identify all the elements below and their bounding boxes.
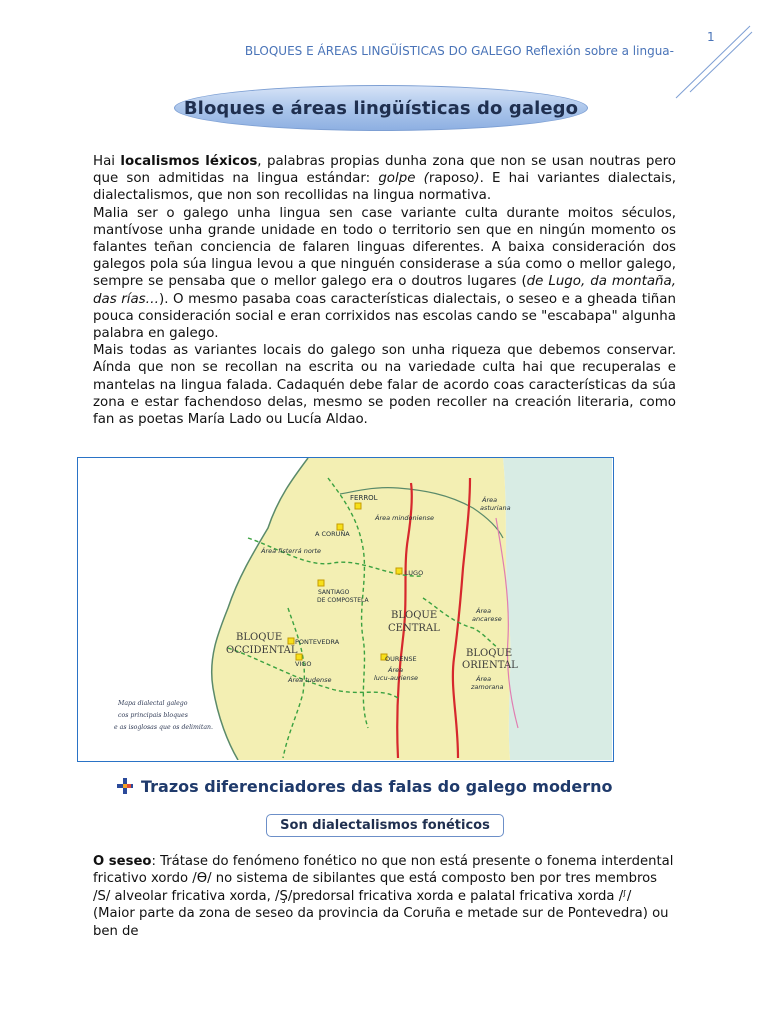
running-subtitle: Reflexión sobre a lingua- — [525, 44, 674, 58]
subsection-title: Son dialectalismos fonéticos — [280, 818, 490, 833]
town-marker-lugo — [396, 568, 402, 574]
seseo-definition: : Trátase do fenómeno fonético no que non está presente o fonema interdental fricativo xordo /Ө/ no sistema de sibilantes que está composto ben por tres membros /S/ alveolar fricativa xorda, /Ş/predorsal fricativa xorda e palatal fricativa xorda /ᶴ/ (Maior parte da zona de seseo da provincia da Coruña e metade sur de Pontevedra) ou ben de — [93, 854, 674, 939]
label-area-tudense: Área tudense — [288, 676, 332, 684]
label-bloque-oriental-2: ORIENTAL — [462, 660, 518, 671]
label-area-zamorana-2: zamorana — [471, 683, 504, 691]
label-area-ancares-1: Área — [476, 607, 492, 615]
label-santiago-1: SANTIAGO — [318, 589, 350, 596]
map-caption-1: Mapa dialectal galego — [118, 700, 188, 707]
seseo-term: O seseo — [93, 854, 152, 869]
running-title: BLOQUES E ÁREAS LINGÜÍSTICAS DO GALEGO — [244, 44, 522, 58]
town-marker-pontevedra — [288, 638, 294, 644]
corner-decoration — [668, 22, 758, 102]
label-ourense: OURENSE — [385, 655, 417, 663]
label-santiago-2: DE COMPOSTELA — [317, 597, 369, 604]
town-marker-santiago — [318, 580, 324, 586]
paragraph-3: Mais todas as variantes locais do galego son unha riqueza que debemos conservar. Aínda que non se recollan na escrita ou na variedade culta hai que recuperalas e mantelas na lingua falada. Cadaquén debe falar de acordo coas características da súa zona e estar fachendoso delas, mesmo se poden recoller na creación literaria, como fan as poetas María Lado ou Lucía Aldao. — [93, 343, 676, 428]
label-area-fisterra: Área fisterrá norte — [261, 547, 322, 555]
label-area-lucense-1: Área — [388, 666, 404, 674]
page-number: 1 — [707, 30, 715, 44]
plus-bullet-icon — [115, 776, 135, 796]
label-vigo: VIGO — [295, 660, 312, 668]
section-heading — [115, 776, 613, 796]
label-bloque-central-2: CENTRAL — [388, 623, 440, 634]
label-lugo: LUGO — [405, 569, 424, 577]
label-bloque-oriental-1: BLOQUE — [466, 648, 513, 659]
seseo-paragraph — [93, 853, 676, 940]
label-bloque-occidental-1: BLOQUE — [236, 632, 283, 643]
paragraph-1: Hai localismos léxicos, palabras propias dunha zona que non se usan noutras pero que son admitidas na lingua estándar: golpe (raposo). E hai variantes dialectais, dialectalismos, que non son recollidas na lingua normativa. — [93, 154, 677, 204]
label-area-ancares-2: ancarese — [472, 615, 502, 623]
label-bloque-central-1: BLOQUE — [391, 610, 438, 621]
subsection-box — [266, 814, 504, 837]
map-caption-2: cos principais bloques — [118, 712, 188, 719]
label-area-lucense-2: lucu-auriense — [374, 674, 419, 682]
intro-text — [93, 153, 676, 428]
paragraph-2: Malia ser o galego unha lingua sen case variante culta durante moitos séculos, mantívose unha grande unidade en todo o territorio sen que en ningún momento os falantes teñan conciencia de falaren linguas diferentes. A baixa consideración dos galegos pola súa lingua levou a que ninguén considerase a súa como o mellor galego, sempre se pensaba que o mellor galego era o doutros lugares (de Lugo, da montaña, das rías…). O mesmo pasaba coas características dialectais, o seseo e a gheada tiñan pouca consideración social e eran corrixidos nas escolas cando se "escabapa" algunha palabra en galego. — [93, 205, 676, 342]
label-ferrol: FERROL — [350, 494, 378, 502]
section-title: Trazos diferenciadores das falas do galego moderno — [141, 776, 613, 796]
page-title: Bloques e áreas lingüísticas do galego — [183, 97, 579, 119]
dialect-map-svg — [78, 458, 612, 760]
label-bloque-occidental-2: OCCIDENTAL — [226, 645, 298, 656]
label-area-mindoniense: Área mindoniense — [375, 514, 434, 522]
label-area-asturiana-1: Área — [482, 496, 498, 504]
label-area-zamorana-1: Área — [476, 675, 492, 683]
label-coruna: A CORUÑA — [315, 530, 350, 538]
dialect-map — [77, 457, 614, 762]
map-caption-3: e as isoglosas que os delimitan. — [114, 724, 214, 731]
label-pontevedra: PONTEVEDRA — [295, 638, 340, 646]
town-marker-ferrol — [355, 503, 361, 509]
label-area-asturiana-2: asturiana — [480, 504, 511, 512]
title-banner — [174, 85, 588, 131]
running-header — [0, 44, 674, 58]
